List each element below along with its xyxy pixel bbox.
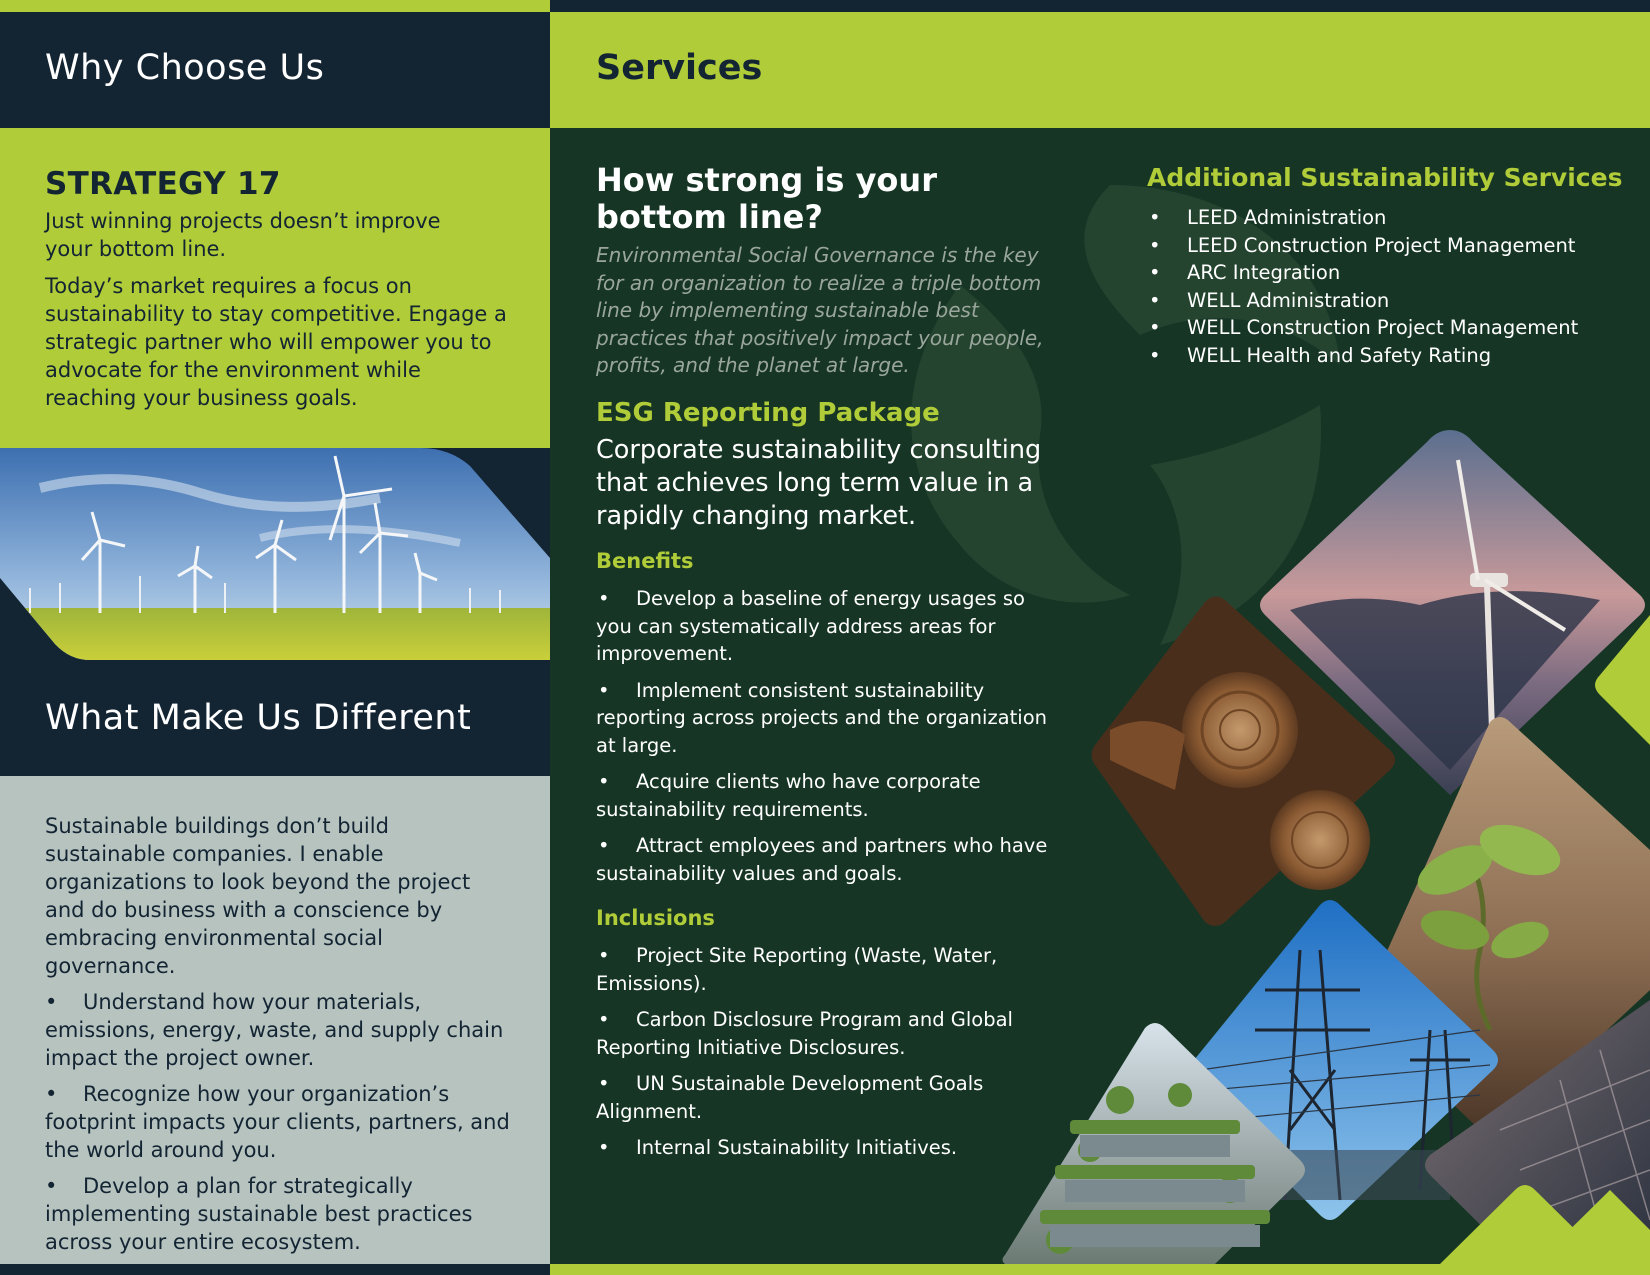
list-item: • WELL Health and Safety Rating bbox=[1147, 342, 1627, 370]
photo-collage bbox=[1000, 430, 1650, 1264]
different-paragraph: Sustainable buildings don’t build sustainable companies. I enable organizations to look beyond the project and do business with a conscience by embracing environmental social governance. bbox=[45, 814, 471, 978]
what-makes-us-different-title: What Make Us Different bbox=[45, 698, 472, 738]
benefits-title: Benefits bbox=[596, 549, 694, 573]
list-item: • Develop a baseline of energy usages so you can systematically address areas for improvement. bbox=[596, 585, 1066, 668]
inclusions-title: Inclusions bbox=[596, 906, 715, 930]
wind-turbines-photo bbox=[0, 448, 550, 660]
left-bottom-band bbox=[0, 1264, 550, 1275]
list-item: • Implement consistent sustainability reporting across projects and the organization at large. bbox=[596, 677, 1066, 760]
list-item: • ARC Integration bbox=[1147, 259, 1627, 287]
list-item: • LEED Administration bbox=[1147, 204, 1627, 232]
strategy-lead: Just winning projects doesn’t improve your bottom line. bbox=[45, 209, 441, 261]
list-item: • Internal Sustainability Initiatives. bbox=[596, 1134, 1066, 1162]
esg-tagline: Corporate sustainability consulting that achieves long term value in a rapidly changing market. bbox=[596, 435, 1042, 531]
additional-services-title: Additional Sustainability Services bbox=[1147, 163, 1623, 192]
esg-intro: Environmental Social Governance is the key for an organization to realize a triple bottom line by implementing sustainable best practices that positively impact your people, profits, and the planet at large. bbox=[596, 243, 1044, 377]
additional-services-list bbox=[1147, 204, 1627, 369]
list-item: • LEED Construction Project Management bbox=[1147, 232, 1627, 260]
services-title: Services bbox=[596, 48, 763, 88]
list-item: • Understand how your materials, emissions, energy, waste, and supply chain impact the project owner. bbox=[45, 988, 515, 1072]
list-item: • WELL Administration bbox=[1147, 287, 1627, 315]
inclusions-list bbox=[596, 942, 1066, 1171]
why-choose-us-title: Why Choose Us bbox=[45, 48, 325, 88]
different-points-list bbox=[45, 988, 515, 1256]
esg-reporting-title: ESG Reporting Package bbox=[596, 398, 940, 428]
list-item: • WELL Construction Project Management bbox=[1147, 314, 1627, 342]
list-item: • Recognize how your organization’s footprint impacts your clients, partners, and the world around you. bbox=[45, 1080, 515, 1164]
left-top-band bbox=[0, 0, 550, 12]
list-item: • Project Site Reporting (Waste, Water, Emissions). bbox=[596, 942, 1066, 997]
list-item: • Acquire clients who have corporate sustainability requirements. bbox=[596, 768, 1066, 823]
list-item: • Develop a plan for strategically implementing sustainable best practices across your entire ecosystem. bbox=[45, 1172, 515, 1256]
strategy-body: Today’s market requires a focus on sustainability to stay competitive. Engage a strategic partner who will empower you to advocate for the environment while reaching your business goals. bbox=[45, 274, 507, 410]
list-item: • Attract employees and partners who have sustainability values and goals. bbox=[596, 832, 1066, 887]
different-content bbox=[45, 812, 515, 1256]
strategy-title: STRATEGY 17 bbox=[45, 166, 281, 202]
right-top-band bbox=[550, 0, 1650, 12]
right-bottom-band bbox=[550, 1264, 1650, 1275]
bottom-line-title: How strong is your bottom line? bbox=[596, 161, 937, 236]
list-item: • Carbon Disclosure Program and Global Reporting Initiative Disclosures. bbox=[596, 1006, 1066, 1061]
list-item: • UN Sustainable Development Goals Alignment. bbox=[596, 1070, 1066, 1125]
benefits-list bbox=[596, 585, 1066, 896]
